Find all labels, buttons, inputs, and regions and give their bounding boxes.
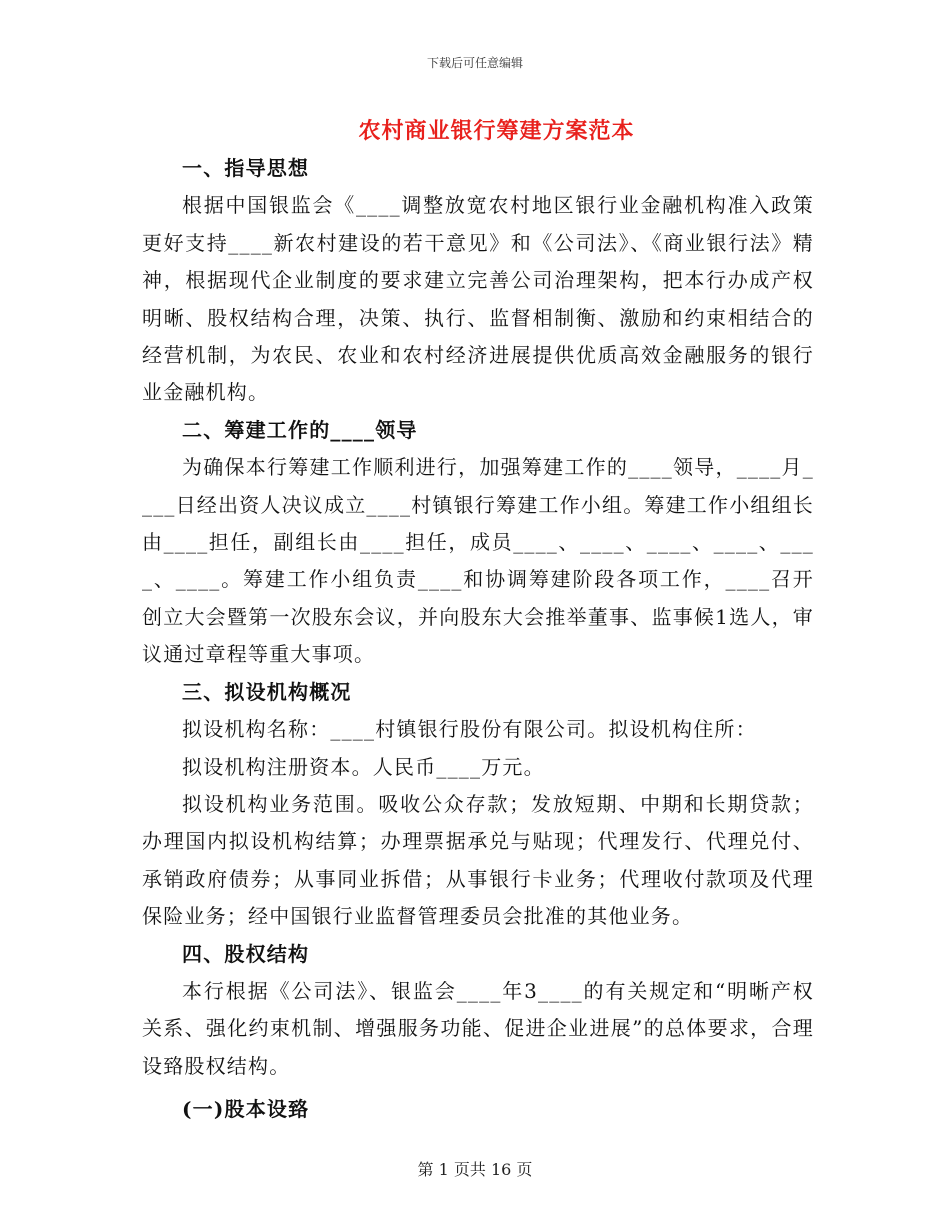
paragraph-leadership: 为确保本行筹建工作顺利进行，加强筹建工作的____领导，____月____日经出资人决议成立____村镇银行筹建工作小组。筹建工作小组组长由____担任，副组长由____担任，成员____、____、____、____、____、____。筹建工作小组负责____和协调筹建阶段各项工作，____召开创立大会暨第一次股东会议，并向股东大会推举董事、监事候1选人，审议通过章程等重大事项。 [142,455,814,667]
section-heading-3: 三、拟设机构概况 [182,679,352,704]
subsection-heading: (一)股本设臵 [182,1097,310,1122]
paragraph-institution-name: 拟设机构名称：____村镇银行股份有限公司。拟设机构住所： [182,717,757,742]
page-footer: 第 1 页共 16 页 [417,1160,533,1179]
paragraph-registered-capital: 拟设机构注册资本。人民币____万元。 [182,754,545,779]
section-heading-1: 一、指导思想 [182,156,310,180]
document-body [142,150,814,1129]
paragraph-equity-structure: 本行根据《公司法》、银监会____年3____的有关规定和“明晰产权关系、强化约束机制、增强服务功能、促进企业进展”的总体要求，合理设臵股权结构。 [142,978,814,1078]
document-title: 农村商业银行筹建方案范本 [358,118,635,144]
paragraph-guiding-idea: 根据中国银监会《____调整放宽农村地区银行业金融机构准入政策更好支持____新农村建设的若干意见》和《公司法》、《商业银行法》精神，根据现代企业制度的要求建立完善公司治理架构，把本行办成产权明晰、股权结构合理，决策、执行、监督相制衡、激励和约束相结合的经营机制，为农民、农业和农村经济进展提供优质高效金融服务的银行业金融机构。 [142,193,814,405]
section-heading-4: 四、股权结构 [182,941,310,966]
header-note: 下载后可任意编辑 [426,56,523,70]
paragraph-business-scope: 拟设机构业务范围。吸收公众存款；发放短期、中期和长期贷款；办理国内拟设机构结算；办理票据承兑与贴现；代理发行、代理兑付、承销政府债券；从事同业拆借；从事银行卡业务；代理收付款项及代理保险业务；经中国银行业监督管理委员会批准的其他业务。 [142,791,814,929]
section-heading-2: 二、筹建工作的____领导 [182,417,418,442]
